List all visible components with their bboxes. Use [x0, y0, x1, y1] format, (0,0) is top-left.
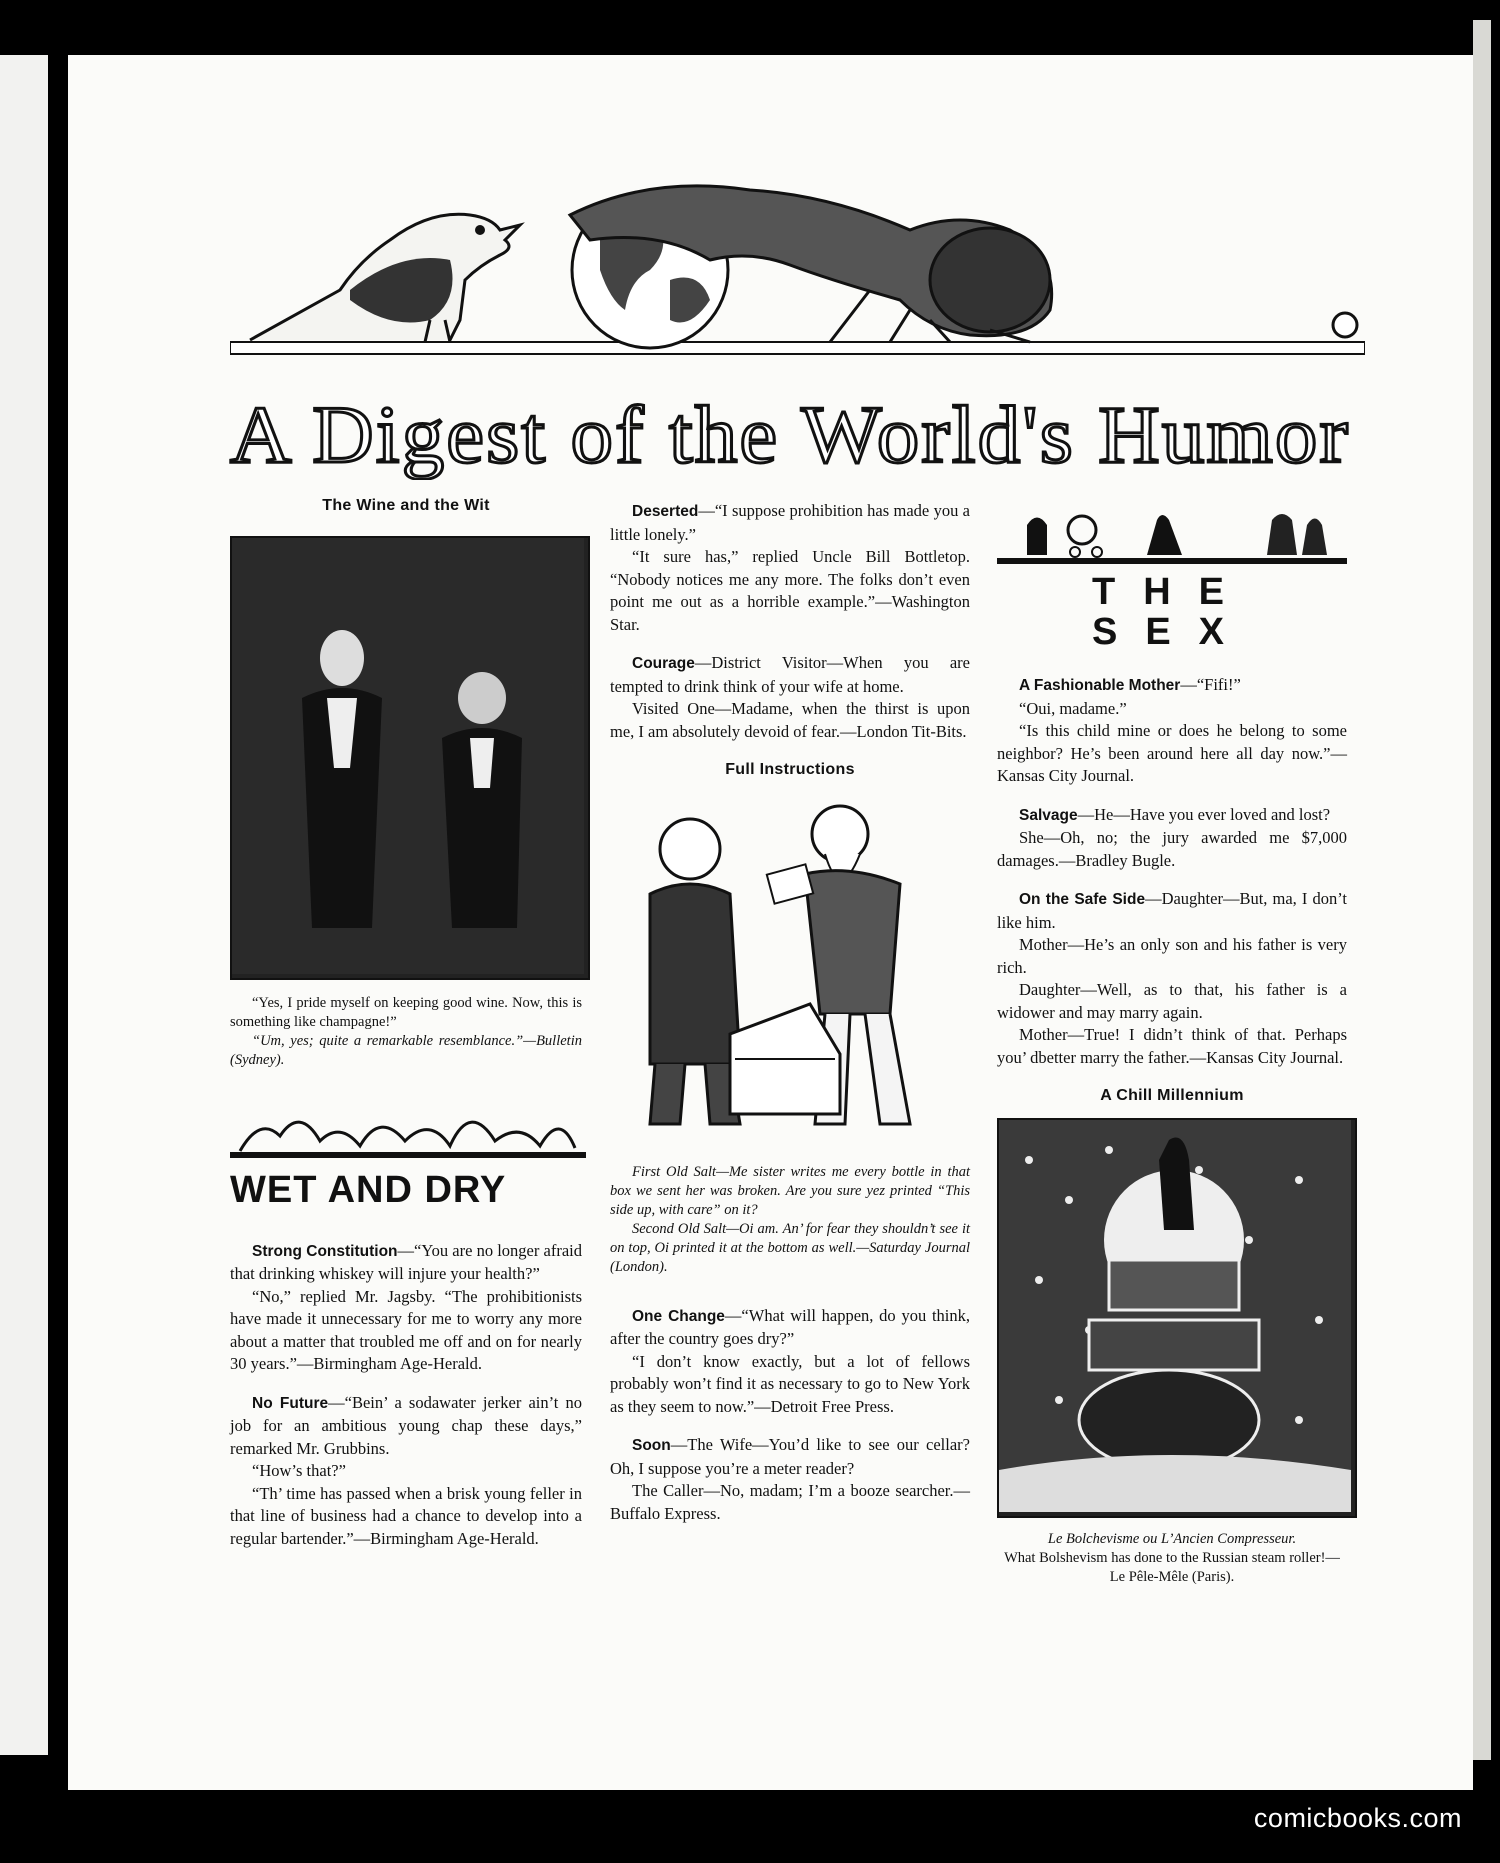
site-watermark: comicbooks.com [1253, 1803, 1462, 1833]
cartoon-full-instructions [610, 794, 970, 1149]
cartoon-caption [610, 1163, 970, 1277]
middle-entries [610, 1305, 970, 1526]
joke-entry [230, 1392, 582, 1551]
photo-caption-line: “Um, yes; quite a remarkable resemblance.”—Bulletin (Sydney). [230, 1032, 582, 1068]
joke-text: “Is this child mine or does he belong to some neighbor? He’s been around here all day now.”—Kansas City Journal. [997, 721, 1347, 785]
wet-and-dry-ornament [230, 1096, 586, 1162]
joke-entry [997, 804, 1347, 873]
joke-lead: Deserted [632, 503, 699, 520]
joke-entry [610, 1434, 970, 1525]
joke-text: She—Oh, no; the jury awarded me $7,000 damages.—Bradley Bugle. [997, 828, 1347, 870]
photo-wine-and-wit [230, 536, 590, 980]
joke-lead: A Fashionable Mother [1019, 677, 1181, 694]
the-sex-ornament [997, 500, 1347, 566]
joke-text: Visited One—Madame, when the thirst is upon me, I am absolutely devoid of fear.—London Tit-Bits. [610, 699, 970, 741]
joke-lead: One Change [632, 1307, 725, 1325]
joke-text: “I don’t know exactly, but a lot of fellows probably won’t find it as necessary to go to New York as they seem to now.”—Detroit Free Press. [610, 1351, 970, 1416]
joke-text: —District Visitor—When you are tempted to drink think of your wife at home. [610, 653, 970, 696]
joke-text: —The Wife—You’d like to see our cellar? Oh, I suppose you’re a meter reader? [610, 1435, 970, 1478]
heading-full-instructions: Full Instructions [725, 761, 855, 778]
joke-text: Mother—True! I didn’t think of that. Perhaps you’ dbetter marry the father.—Kansas City Journal. [997, 1025, 1347, 1067]
svg-text:A Digest of the World's Humor: A Digest of the World's Humor [230, 390, 1350, 480]
joke-text: Mother—He’s an only son and his father is very rich. [997, 935, 1347, 977]
cartoon-caption-line: Le Bolchevisme ou L’Ancien Compresseur. [1047, 1530, 1297, 1547]
joke-text: “How’s that?” [252, 1461, 346, 1480]
joke-text: “It sure has,” replied Uncle Bill Bottletop. “Nobody notices me any more. The folks don’t even point me out as a horrible example.”—Washington Star. [610, 547, 970, 634]
joke-entry [230, 1240, 582, 1376]
joke-text: —“I suppose prohibition has made you a little lonely.” [610, 501, 970, 544]
column-left [230, 495, 582, 1566]
column-middle [610, 500, 970, 1541]
photo-caption-line: “Yes, I pride myself on keeping good wine. Now, this is something like champagne!” [230, 994, 582, 1030]
header-illustration [230, 170, 1365, 370]
joke-text: —He—Have you ever loved and lost? [1077, 804, 1331, 824]
cartoon-caption [997, 1530, 1347, 1587]
heading-wine-and-wit: The Wine and the Wit [322, 497, 490, 514]
joke-entry [610, 500, 970, 636]
joke-text: —“Bein’ a sodawater jerker ain’t no job for an ambitious young chap these days,” remarked Mr. Grubbins. [230, 1392, 582, 1458]
wet-and-dry-entries [230, 1240, 582, 1551]
joke-text: “Oui, madame.” [1019, 698, 1127, 718]
joke-entry [997, 888, 1347, 1069]
previous-page-edge [0, 55, 48, 1755]
cartoon-caption-line: Second Old Salt—Oi am. An’ for fear they shouldn’t see it on top, Oi printed it at the bottom as well.—Saturday Journal (London). [610, 1220, 970, 1275]
heading-chill-millennium: A Chill Millennium [1100, 1087, 1244, 1104]
joke-entry [610, 652, 970, 743]
joke-lead: On the Safe Side [1019, 891, 1146, 908]
cartoon-illustration [999, 1120, 1351, 1512]
section-title-the-sex: THE SEX [1091, 571, 1253, 653]
joke-lead: Courage [632, 655, 695, 672]
joke-text: —“What will happen, do you think, after the country goes dry?” [610, 1305, 970, 1348]
joke-text: —“You are no longer afraid that drinking whiskey will injure your health?” [230, 1240, 582, 1283]
cartoon-caption-line: What Bolshevism has done to the Russian steam roller!—Le Pêle-Mêle (Paris). [1004, 1549, 1340, 1585]
cartoon-caption-line: First Old Salt—Me sister writes me every bottle in that box we sent her was broken. Are you sure yez printed “This side up, with care” on it? [610, 1163, 970, 1218]
joke-text: Daughter—Well, as to that, his father is a widower and may marry again. [997, 980, 1347, 1022]
cartoon-chill-millennium [997, 1118, 1357, 1518]
section-title-wet-and-dry: WET AND DRY [230, 1168, 507, 1211]
joke-lead: No Future [252, 1394, 329, 1412]
joke-text: “Th’ time has passed when a brisk young feller in that line of business had a chance to develop into a regular bartender.”—Birmingham Age-Herald. [230, 1483, 582, 1548]
joke-entry [997, 674, 1347, 788]
masthead-title [225, 390, 1355, 480]
joke-lead: Salvage [1019, 806, 1078, 824]
joke-lead: Soon [632, 1437, 671, 1454]
joke-lead: Strong Constitution [252, 1242, 398, 1260]
the-sex-entries [997, 674, 1347, 1069]
column-right [997, 500, 1347, 1587]
photo-illustration [232, 538, 584, 974]
photo-caption [230, 994, 582, 1070]
page-edge [1473, 20, 1491, 1760]
joke-text: “No,” replied Mr. Jagsby. “The prohibitionists have made it unnecessary for me to worry any more about a matter that troubled me off and on for nearly 30 years.”—Birmingham Age-Herald. [230, 1286, 582, 1373]
joke-text: —“Fifi!” [1180, 675, 1241, 694]
bird-illustration [250, 214, 520, 342]
joke-text: —Daughter—But, ma, I don’t like him. [997, 889, 1347, 932]
joke-entry [610, 1305, 970, 1419]
joke-text: The Caller—No, madam; I’m a booze searcher.—Buffalo Express. [610, 1481, 970, 1523]
